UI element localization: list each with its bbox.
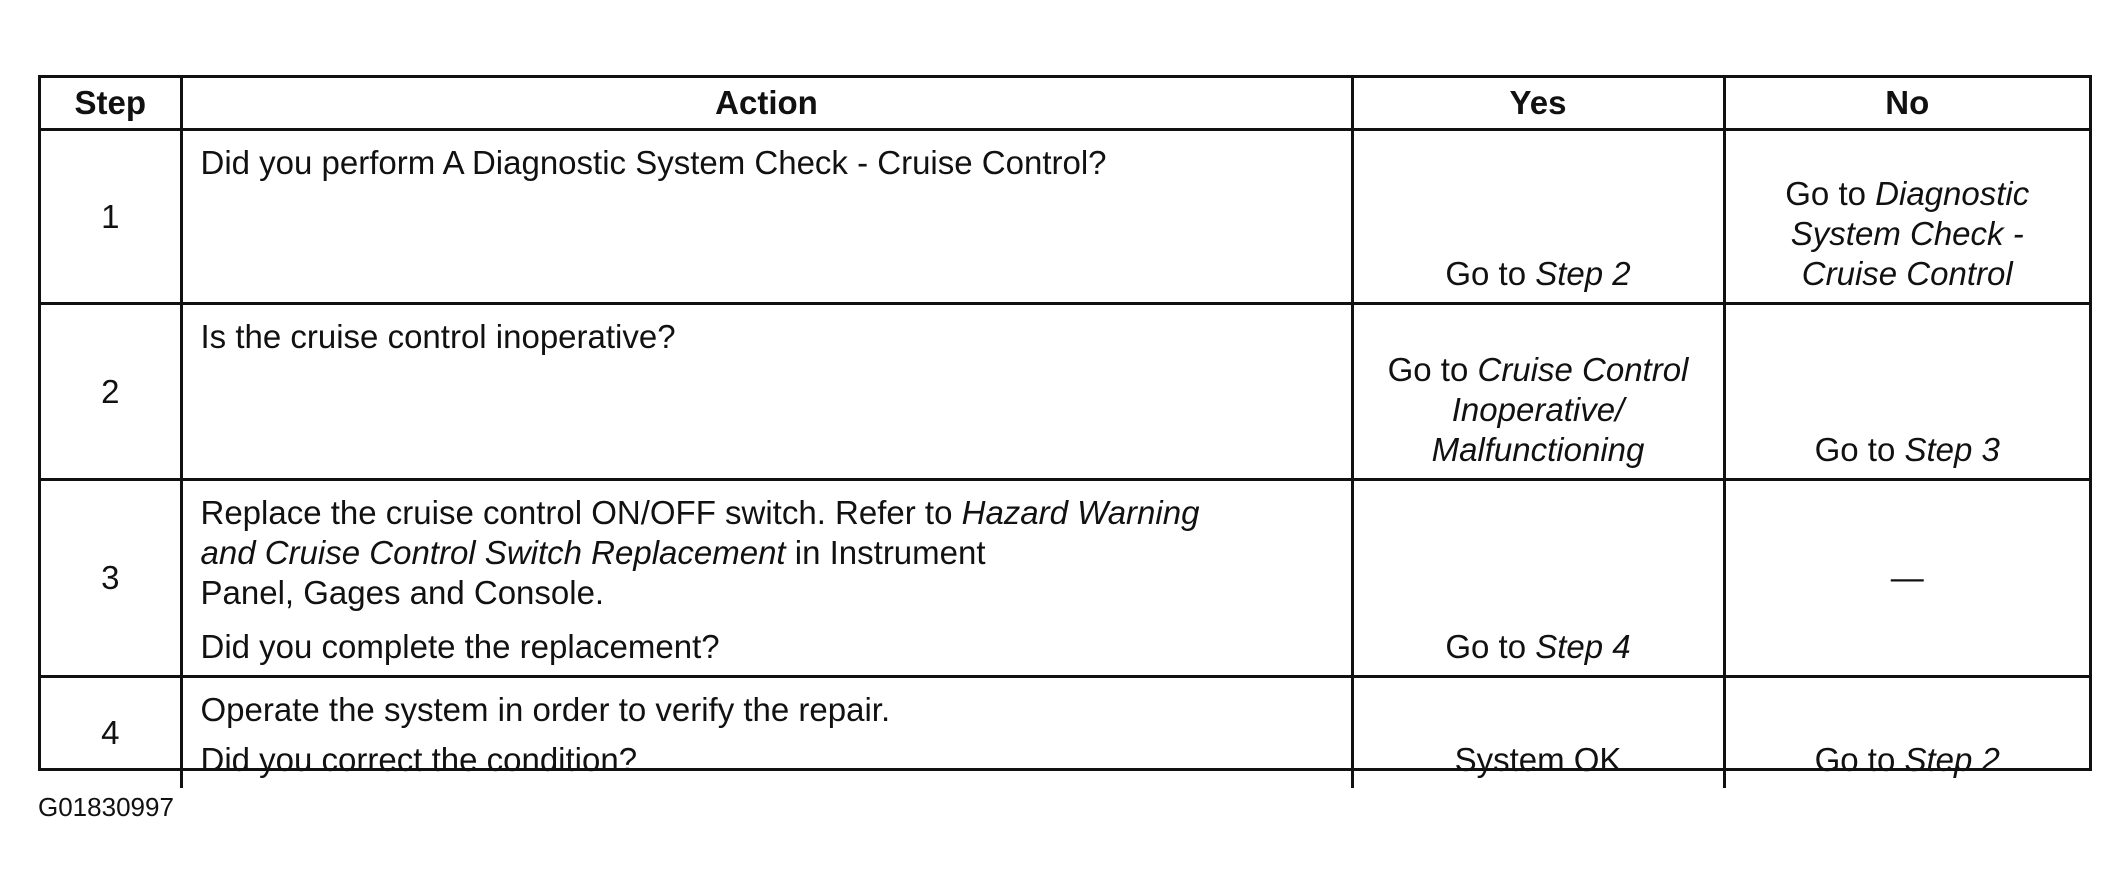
- action-cell: [181, 130, 1352, 304]
- no-cell: [1724, 480, 2089, 677]
- no-step-link[interactable]: Step 2: [1904, 741, 2000, 778]
- figure-id: G01830997: [38, 792, 174, 822]
- step-number: 4: [41, 677, 181, 789]
- action-question: Did you complete the replacement?: [200, 628, 720, 665]
- header-no: No: [1724, 78, 2089, 130]
- action-ref-link-1[interactable]: Hazard Warning: [961, 494, 1200, 531]
- yes-cell: [1352, 677, 1724, 789]
- yes-link-line-1[interactable]: Cruise Control: [1477, 351, 1689, 388]
- action-text: Did you perform A Diagnostic System Check - Cruise Control?: [200, 144, 1107, 181]
- action-text-plain: Replace the cruise control ON/OFF switch. Refer to: [200, 494, 962, 531]
- yes-step-link[interactable]: Step 2: [1535, 255, 1631, 292]
- no-dash: —: [1890, 559, 1924, 596]
- yes-link-line-3[interactable]: Malfunctioning: [1431, 431, 1645, 468]
- table-row: [41, 480, 2089, 677]
- action-cell: [181, 304, 1352, 480]
- yes-result: System OK: [1454, 741, 1622, 778]
- step-number: 2: [41, 304, 181, 480]
- action-text-plain: in Instrument: [785, 534, 986, 571]
- header-step: Step: [41, 78, 181, 130]
- action-ref-link-2[interactable]: and Cruise Control Switch Replacement: [200, 534, 786, 571]
- no-step-link[interactable]: Step 3: [1904, 431, 2000, 468]
- table-row: [41, 130, 2089, 304]
- table-row: [41, 304, 2089, 480]
- table-row: [41, 677, 2089, 789]
- no-cell: [1724, 130, 2089, 304]
- yes-prefix: Go to: [1445, 628, 1536, 665]
- yes-link-line-2[interactable]: Inoperative/: [1451, 391, 1625, 428]
- step-number: 3: [41, 480, 181, 677]
- diagnostic-table: [41, 78, 2089, 788]
- step-number: 1: [41, 130, 181, 304]
- action-instructions: [201, 493, 1333, 613]
- yes-prefix: Go to: [1445, 255, 1536, 292]
- no-link-line-2[interactable]: System Check -: [1790, 215, 2024, 252]
- no-prefix: Go to: [1814, 431, 1905, 468]
- header-row: [41, 78, 2089, 130]
- diagnostic-table-frame: [38, 75, 2092, 778]
- action-question: Did you correct the condition?: [200, 741, 638, 778]
- yes-cell: [1352, 130, 1724, 304]
- no-prefix: Go to: [1814, 741, 1905, 778]
- action-cell: [181, 677, 1352, 789]
- no-cell: [1724, 677, 2089, 789]
- no-prefix: Go to: [1785, 175, 1876, 212]
- action-text: Is the cruise control inoperative?: [200, 318, 676, 355]
- header-action: Action: [181, 78, 1352, 130]
- action-text: Operate the system in order to verify the repair.: [200, 691, 891, 728]
- action-text-plain: Panel, Gages and Console.: [200, 574, 605, 611]
- yes-cell: [1352, 304, 1724, 480]
- no-link-line-1[interactable]: Diagnostic: [1875, 175, 2030, 212]
- header-yes: Yes: [1352, 78, 1724, 130]
- yes-cell: [1352, 480, 1724, 677]
- yes-prefix: Go to: [1387, 351, 1478, 388]
- no-link-line-3[interactable]: Cruise Control: [1801, 255, 2013, 292]
- action-cell: [181, 480, 1352, 677]
- yes-step-link[interactable]: Step 4: [1535, 628, 1631, 665]
- no-cell: [1724, 304, 2089, 480]
